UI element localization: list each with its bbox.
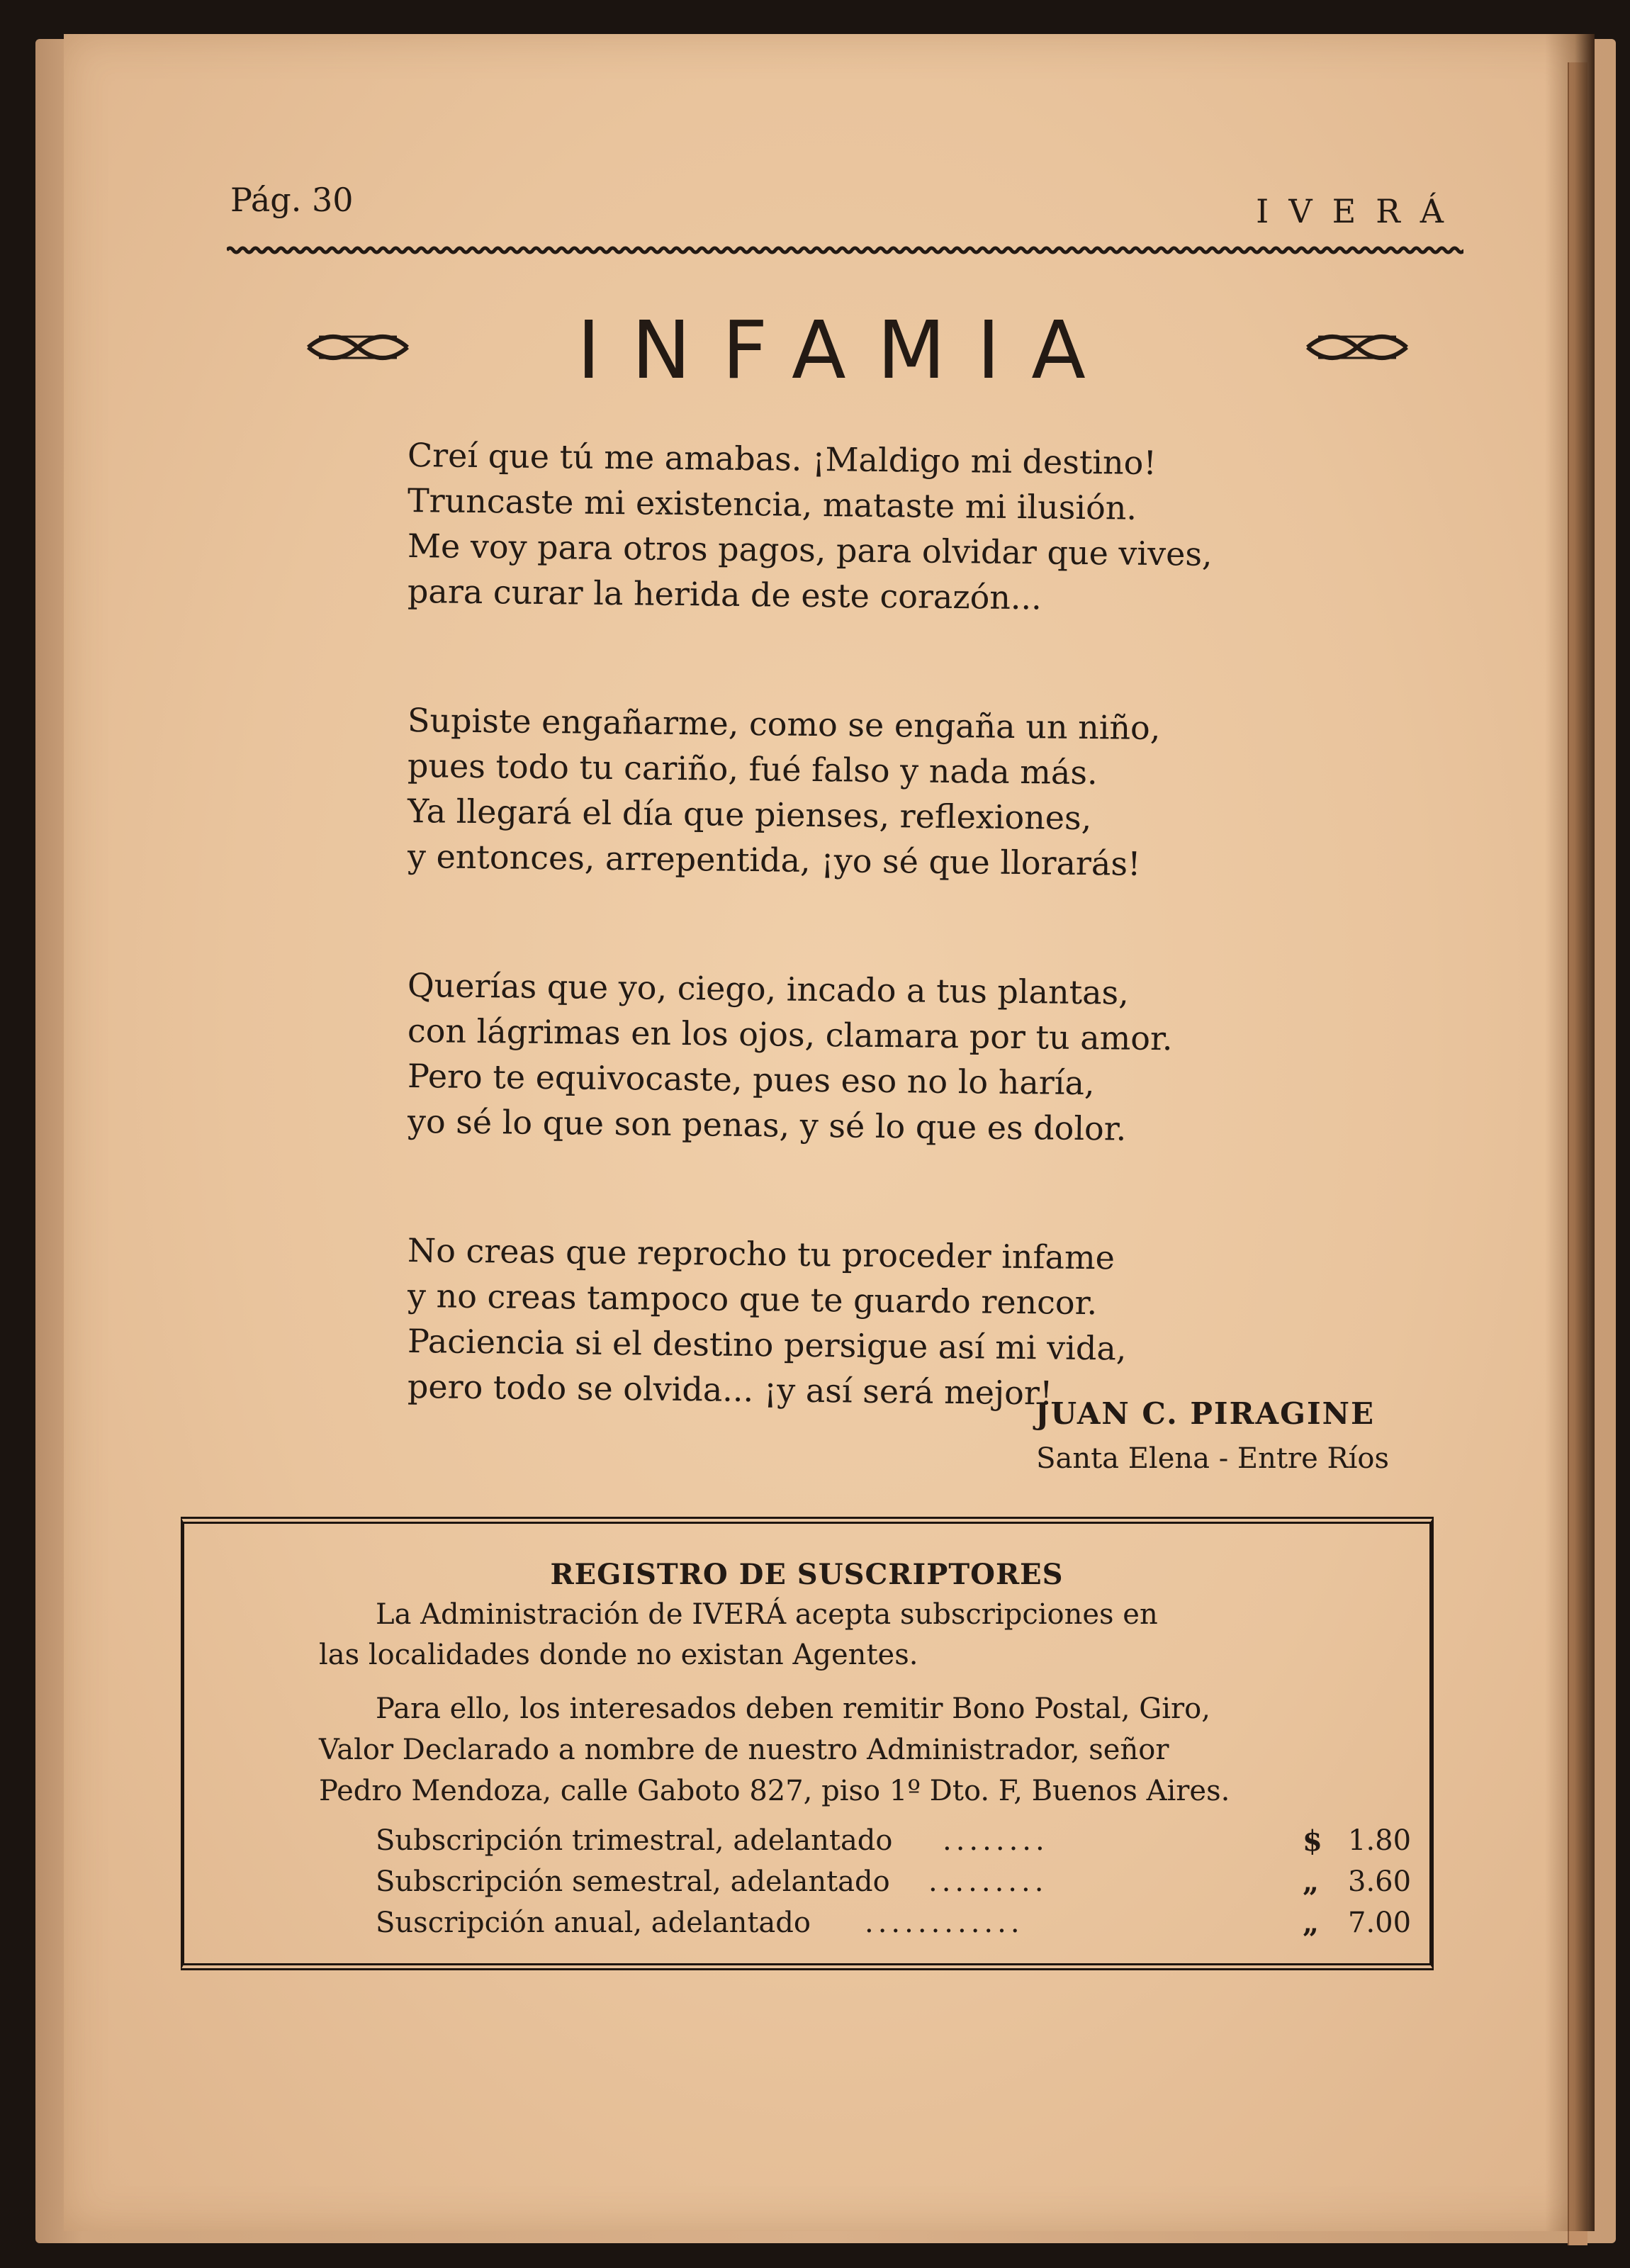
page-number: Pág. 30 xyxy=(230,181,354,219)
stanza xyxy=(407,697,1400,883)
poem-line: Truncaste mi existencia, mataste mi ilusión. xyxy=(407,481,1137,527)
poem-line: pero todo se olvida... ¡y así será mejor! xyxy=(407,1367,1053,1413)
ditto-symbol: „ xyxy=(1303,1865,1320,1899)
registry-text-line: las localidades donde no existan Agentes. xyxy=(319,1639,918,1671)
price-label: Subscripción semestral, adelantado xyxy=(376,1865,890,1898)
poem-author: JUAN C. PIRAGINE xyxy=(1035,1396,1375,1431)
poem-place: Santa Elena - Entre Ríos xyxy=(1036,1442,1389,1475)
poem-line: y entonces, arrepentida, ¡yo sé que llorarás! xyxy=(407,837,1141,883)
poem-body xyxy=(408,432,1400,1493)
price-label: Suscripción anual, adelantado xyxy=(376,1907,811,1939)
poem-line: Pero te equivocaste, pues eso no lo haría, xyxy=(407,1057,1095,1103)
stanza xyxy=(407,962,1400,1148)
stanza xyxy=(407,432,1400,617)
poem-line: yo sé lo que son penas, y sé lo que es dolor. xyxy=(407,1102,1127,1148)
price-row xyxy=(376,1907,1424,1946)
registry-text-line: Valor Declarado a nombre de nuestro Administrador, señor xyxy=(319,1734,1169,1766)
wavy-rule xyxy=(227,237,1463,263)
poem-line: Creí que tú me amabas. ¡Maldigo mi destino! xyxy=(407,436,1157,483)
registry-text-line: Pedro Mendoza, calle Gaboto 827, piso 1º Dto. F, Buenos Aires. xyxy=(319,1775,1230,1807)
left-ornament-icon xyxy=(305,322,411,372)
running-title: IVERÁ xyxy=(1256,192,1463,230)
right-ornament-icon xyxy=(1304,322,1410,372)
registry-text-line: Para ello, los interesados deben remitir Bono Postal, Giro, xyxy=(376,1692,1210,1725)
subscriber-registry-box xyxy=(181,1517,1434,1970)
poem-line: No creas que reprocho tu proceder infame xyxy=(407,1231,1115,1277)
stanza xyxy=(407,1228,1400,1413)
binding-gutter xyxy=(1545,34,1595,2231)
poem-line: y no creas tampoco que te guardo rencor. xyxy=(407,1276,1098,1323)
price-amount: 1.80 xyxy=(1348,1824,1412,1857)
price-dots: ......... xyxy=(928,1865,1048,1898)
price-dots: ........ xyxy=(943,1824,1049,1857)
price-amount: 7.00 xyxy=(1348,1907,1412,1939)
registry-title: REGISTRO DE SUSCRIPTORES xyxy=(550,1558,1064,1591)
price-row xyxy=(376,1824,1424,1864)
page-header xyxy=(230,181,1463,234)
price-amount: 3.60 xyxy=(1348,1865,1412,1898)
poem-title: INFAMIA xyxy=(577,305,1117,397)
poem-line: pues todo tu cariño, fué falso y nada más. xyxy=(407,746,1098,792)
poem-line: Supiste engañarme, como se engaña un niño, xyxy=(407,701,1161,748)
price-row xyxy=(376,1865,1424,1905)
price-dots: ............ xyxy=(865,1907,1024,1939)
poem-title-row xyxy=(305,301,1410,400)
currency-symbol: $ xyxy=(1303,1824,1322,1858)
poem-line: para curar la herida de este corazón... xyxy=(407,572,1042,617)
poem-line: Ya llegará el día que pienses, reflexiones, xyxy=(407,792,1092,838)
poem-line: Me voy para otros pagos, para olvidar que vives, xyxy=(407,527,1213,573)
price-label: Subscripción trimestral, adelantado xyxy=(376,1824,893,1857)
poem-line: Paciencia si el destino persigue así mi vida, xyxy=(407,1322,1127,1368)
ditto-symbol: „ xyxy=(1303,1907,1320,1940)
poem-line: Querías que yo, ciego, incado a tus plantas, xyxy=(407,966,1130,1012)
poem-line: con lágrimas en los ojos, clamara por tu amor. xyxy=(407,1011,1173,1058)
registry-text-line: La Administración de IVERÁ acepta subscripciones en xyxy=(376,1598,1158,1631)
